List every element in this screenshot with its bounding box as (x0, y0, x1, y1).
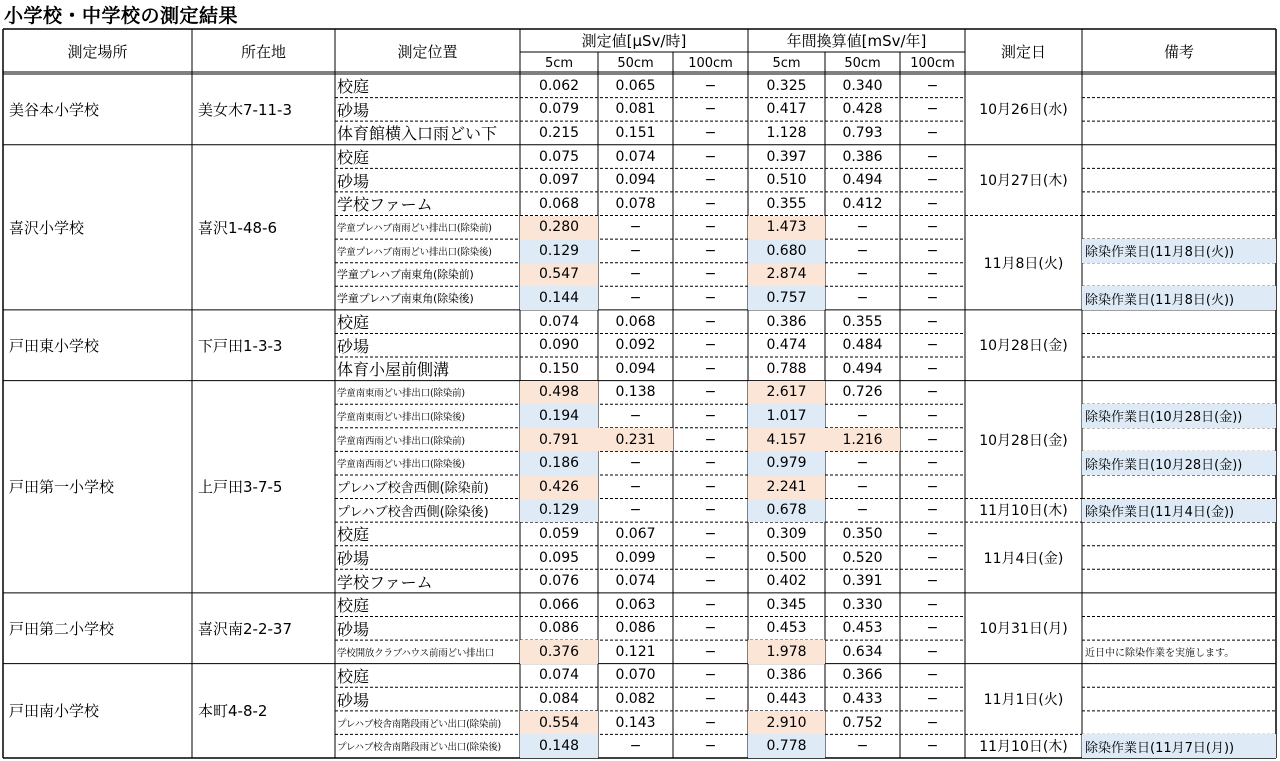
value-m100: − (704, 620, 717, 637)
value-a50: − (856, 502, 869, 519)
value-m5: 0.129 (520, 239, 598, 263)
value-a100: − (926, 573, 939, 590)
value-a5: 0.325 (766, 77, 807, 94)
measure-position: 学童プレハブ南雨どい排出口(除染前) (337, 223, 492, 235)
note-cell (1082, 687, 1276, 711)
note-cell (1082, 381, 1276, 405)
value-m50: 0.143 (615, 714, 656, 731)
header-annual: 年間換算値[mSv/年] (786, 32, 927, 50)
value-a5: 0.778 (748, 734, 825, 758)
note-cell (1082, 263, 1276, 287)
value-m50: − (629, 407, 642, 424)
value-m50: − (629, 502, 642, 519)
value-m100: − (704, 313, 717, 330)
value-m100: − (704, 667, 717, 684)
note-cell: 除染作業日(10月28日(金)) (1082, 451, 1276, 475)
value-m100: − (704, 360, 717, 377)
value-a5: 0.443 (766, 691, 807, 708)
school-name: 美谷本小学校 (9, 100, 100, 119)
value-m100: − (704, 266, 717, 283)
value-a50: 0.350 (842, 525, 883, 542)
header-position: 測定位置 (397, 43, 458, 61)
page-title: 小学校・中学校の測定結果 (4, 5, 239, 27)
value-a50: − (856, 219, 869, 236)
value-a50: 0.428 (842, 101, 883, 118)
value-m5: 0.194 (520, 404, 598, 428)
value-a100: − (926, 643, 939, 660)
value-a100: − (926, 337, 939, 354)
value-m50: 0.074 (615, 148, 656, 165)
value-a50: 0.494 (842, 360, 883, 377)
value-m5: 0.097 (538, 172, 580, 189)
value-a5: 0.788 (766, 360, 807, 377)
value-m100: − (704, 172, 717, 189)
measure-date: 10月26日(水) (979, 102, 1068, 119)
value-m50: 0.063 (615, 596, 656, 613)
value-a50: − (856, 407, 869, 424)
header-measured: 測定値[μSv/時] (581, 32, 687, 50)
school-address: 下戸田1-3-3 (198, 336, 283, 355)
header-date: 測定日 (1000, 43, 1046, 61)
value-a100: − (926, 172, 939, 189)
value-a100: − (926, 714, 939, 731)
value-a5: 1.128 (766, 124, 807, 141)
measure-position: 学童プレハブ南東角(除染後) (337, 292, 474, 306)
value-a50: − (856, 242, 869, 259)
measure-position: 校庭 (337, 77, 370, 97)
note-cell (1082, 333, 1276, 357)
value-m100: − (704, 643, 717, 660)
value-a50: 0.366 (842, 667, 883, 684)
measure-position: 学童南西雨どい排出口(除染後) (337, 459, 465, 471)
value-m5: 0.376 (520, 640, 598, 664)
value-a50: 1.216 (825, 428, 900, 452)
note-cell (1082, 310, 1276, 334)
school-name: 戸田第一小学校 (9, 478, 115, 497)
note-cell (1082, 616, 1276, 640)
value-m5: 0.068 (538, 195, 580, 212)
value-m50: 0.094 (615, 360, 656, 377)
measure-position: 体育小屋前側溝 (337, 360, 450, 380)
measure-position: 学童南西雨どい排出口(除染前) (337, 435, 465, 447)
measure-position: 学校ファーム (337, 195, 433, 215)
measure-position: 学童プレハブ南東角(除染前) (337, 268, 474, 282)
value-a50: 0.386 (842, 148, 883, 165)
value-a50: 0.453 (842, 620, 883, 637)
value-a100: − (926, 455, 939, 472)
measure-position: 砂場 (337, 619, 370, 639)
value-a5: 1.978 (748, 640, 825, 664)
measure-position: 砂場 (337, 336, 370, 356)
value-a100: − (926, 242, 939, 259)
measure-position: 校庭 (337, 148, 370, 168)
note-cell (1082, 593, 1276, 617)
value-m100: − (704, 124, 717, 141)
value-a100: − (926, 667, 939, 684)
value-m5: 0.791 (520, 428, 598, 452)
value-a50: − (856, 455, 869, 472)
note-cell (1082, 145, 1276, 169)
note-cell: 除染作業日(11月7日(月)) (1082, 734, 1276, 758)
value-m50: 0.094 (615, 172, 656, 189)
value-a5: 0.309 (766, 525, 807, 542)
value-m50: 0.081 (615, 101, 656, 118)
value-m100: − (704, 77, 717, 94)
value-a100: − (926, 620, 939, 637)
note-cell (1082, 74, 1276, 98)
value-a5: 2.617 (748, 381, 825, 405)
measure-position: 校庭 (337, 525, 370, 545)
header-h50: 50cm (844, 55, 881, 71)
value-a5: 2.910 (748, 711, 825, 735)
value-a100: − (926, 124, 939, 141)
value-a5: 0.678 (748, 499, 825, 523)
value-a100: − (926, 549, 939, 566)
measure-position: プレハブ校舎南階段雨どい出口(除染前) (337, 718, 502, 730)
measure-position: プレハブ校舎南階段雨どい出口(除染後) (337, 742, 502, 754)
value-a5: 1.473 (748, 216, 825, 240)
value-m50: 0.138 (615, 384, 656, 401)
value-a50: 0.330 (842, 596, 883, 613)
measure-position: プレハブ校舎西側(除染後) (337, 504, 489, 520)
note-cell (1082, 192, 1276, 216)
measure-position: 学童南東雨どい排出口(除染後) (337, 411, 465, 423)
header-notes: 備考 (1163, 43, 1194, 61)
value-a5: 0.453 (766, 620, 807, 637)
value-m100: − (704, 478, 717, 495)
value-m100: − (704, 148, 717, 165)
note-cell (1082, 428, 1276, 452)
value-m5: 0.547 (520, 263, 598, 287)
value-m5: 0.095 (538, 549, 580, 566)
value-m50: − (629, 738, 642, 755)
measure-position: 校庭 (337, 666, 370, 686)
value-a100: − (926, 478, 939, 495)
value-m50: 0.151 (615, 124, 656, 141)
value-a5: 0.500 (766, 549, 807, 566)
note-cell (1082, 121, 1276, 145)
value-m100: − (704, 525, 717, 542)
value-a50: 0.634 (842, 643, 883, 660)
header-address: 所在地 (240, 43, 286, 61)
value-a50: − (856, 478, 869, 495)
note-cell: 除染作業日(10月28日(金)) (1082, 404, 1276, 428)
note-cell (1082, 711, 1276, 735)
value-m50: − (629, 266, 642, 283)
value-m100: − (704, 691, 717, 708)
value-a100: − (926, 77, 939, 94)
value-a50: − (856, 738, 869, 755)
value-a5: 0.474 (766, 337, 807, 354)
value-m50: 0.078 (615, 195, 656, 212)
value-m100: − (704, 101, 717, 118)
value-m50: 0.068 (615, 313, 656, 330)
value-a50: 0.793 (842, 124, 883, 141)
value-m100: − (704, 455, 717, 472)
value-m5: 0.084 (538, 691, 580, 708)
measure-date: 11月8日(火) (983, 255, 1064, 272)
value-a5: 0.386 (766, 313, 807, 330)
measure-date: 11月4日(金) (983, 550, 1064, 567)
school-name: 喜沢小学校 (9, 218, 85, 237)
value-m5: 0.062 (538, 77, 580, 94)
value-a5: 0.402 (766, 573, 807, 590)
value-m50: 0.082 (615, 691, 656, 708)
value-m5: 0.148 (520, 734, 598, 758)
value-a50: 0.340 (842, 77, 883, 94)
value-m100: − (704, 407, 717, 424)
value-m50: − (629, 455, 642, 472)
value-a5: 4.157 (748, 428, 825, 452)
value-a5: 0.345 (766, 596, 807, 613)
value-m5: 0.498 (520, 381, 598, 405)
value-m100: − (704, 290, 717, 307)
value-a50: 0.484 (842, 337, 883, 354)
value-m5: 0.059 (538, 525, 580, 542)
note-cell (1082, 546, 1276, 570)
measure-date: 11月10日(木) (979, 503, 1068, 520)
value-m5: 0.090 (538, 337, 580, 354)
value-a100: − (926, 101, 939, 118)
note-cell (1082, 664, 1276, 688)
header-h100: 100cm (910, 55, 955, 71)
header-h50: 50cm (617, 55, 654, 71)
note-cell: 近日中に除染作業を実施します。 (1085, 648, 1235, 660)
value-m50: − (629, 242, 642, 259)
value-a50: 0.355 (842, 313, 883, 330)
value-a100: − (926, 195, 939, 212)
value-m50: − (629, 290, 642, 307)
value-a100: − (926, 738, 939, 755)
value-a50: − (856, 290, 869, 307)
value-a100: − (926, 596, 939, 613)
value-m100: − (704, 596, 717, 613)
value-m50: 0.092 (615, 337, 656, 354)
measure-date: 10月28日(金) (979, 338, 1068, 355)
value-m50: − (629, 219, 642, 236)
value-m5: 0.215 (538, 124, 580, 141)
value-m50: − (629, 478, 642, 495)
value-m5: 0.079 (538, 101, 580, 118)
value-a100: − (926, 525, 939, 542)
value-m50: 0.074 (615, 573, 656, 590)
value-a5: 0.386 (766, 667, 807, 684)
value-m5: 0.076 (538, 573, 580, 590)
measure-position: 砂場 (337, 549, 370, 568)
note-cell (1082, 216, 1276, 240)
value-a100: − (926, 266, 939, 283)
value-m5: 0.554 (520, 711, 598, 735)
value-m100: − (704, 431, 717, 448)
value-m50: 0.231 (598, 428, 673, 452)
note-cell (1082, 168, 1276, 192)
value-m100: − (704, 219, 717, 236)
school-address: 喜沢南2-2-37 (198, 619, 292, 638)
value-m5: 0.426 (520, 475, 598, 499)
measure-date: 10月31日(月) (979, 621, 1068, 638)
value-m100: − (704, 738, 717, 755)
value-m5: 0.129 (520, 499, 598, 523)
value-a5: 0.979 (748, 451, 825, 475)
school-name: 戸田南小学校 (9, 702, 100, 721)
note-cell (1082, 569, 1276, 593)
value-a50: − (856, 266, 869, 283)
measure-position: プレハブ校舎西側(除染前) (337, 481, 489, 497)
school-address: 美女木7-11-3 (198, 100, 292, 119)
value-a100: − (926, 384, 939, 401)
measure-date: 10月27日(木) (979, 173, 1068, 190)
value-a5: 0.355 (766, 195, 807, 212)
note-cell (1082, 98, 1276, 122)
measure-date: 11月10日(木) (979, 739, 1068, 756)
measure-position: 校庭 (337, 596, 370, 616)
value-m5: 0.086 (538, 620, 580, 637)
value-a5: 0.510 (766, 172, 807, 189)
header-h100: 100cm (688, 55, 733, 71)
measure-date: 10月28日(金) (979, 432, 1068, 449)
value-a5: 0.680 (748, 239, 825, 263)
note-cell: 除染作業日(11月4日(金)) (1082, 499, 1276, 523)
value-a100: − (926, 290, 939, 307)
value-m5: 0.150 (538, 360, 580, 377)
school-address: 本町4-8-2 (198, 702, 268, 721)
value-m100: − (704, 573, 717, 590)
value-a5: 0.417 (766, 101, 807, 118)
value-m100: − (704, 714, 717, 731)
value-m50: 0.099 (615, 549, 656, 566)
value-m5: 0.280 (520, 216, 598, 240)
value-a50: 0.520 (842, 549, 883, 566)
measure-position: 学童南東雨どい排出口(除染前) (337, 388, 465, 400)
value-m50: 0.121 (615, 643, 656, 660)
header-h5: 5cm (772, 55, 801, 71)
value-a5: 1.017 (748, 404, 825, 428)
measure-position: 砂場 (337, 690, 370, 710)
value-a5: 0.397 (766, 148, 807, 165)
school-name: 戸田東小学校 (9, 336, 100, 355)
school-name: 戸田第二小学校 (9, 619, 115, 638)
value-m50: 0.065 (615, 77, 656, 94)
value-a100: − (926, 148, 939, 165)
note-cell: 除染作業日(11月8日(火)) (1082, 239, 1276, 263)
value-a100: − (926, 219, 939, 236)
value-a50: 0.433 (842, 691, 883, 708)
value-m5: 0.186 (520, 451, 598, 475)
value-m100: − (704, 549, 717, 566)
measure-position: 砂場 (337, 171, 370, 191)
value-m100: − (704, 337, 717, 354)
value-m5: 0.074 (538, 667, 580, 684)
note-cell (1082, 357, 1276, 381)
value-m5: 0.144 (520, 286, 598, 310)
measure-position: 学校ファーム (337, 572, 433, 592)
value-a100: − (926, 360, 939, 377)
value-m100: − (704, 242, 717, 259)
value-a50: 0.726 (842, 384, 883, 401)
measure-position: 学童プレハブ南雨どい排出口(除染後) (337, 246, 492, 258)
value-m50: 0.070 (615, 667, 656, 684)
value-a50: 0.391 (842, 573, 883, 590)
measure-date: 11月1日(火) (983, 692, 1064, 709)
value-m50: 0.086 (615, 620, 656, 637)
note-cell: 除染作業日(11月8日(火)) (1082, 286, 1276, 310)
value-a5: 2.241 (748, 475, 825, 499)
measure-position: 校庭 (337, 313, 370, 333)
measure-position: 体育館横入口雨どい下 (337, 124, 498, 144)
measure-position: 砂場 (337, 100, 370, 120)
value-m5: 0.074 (538, 313, 580, 330)
value-a100: − (926, 431, 939, 448)
value-m100: − (704, 195, 717, 212)
school-address: 喜沢1-48-6 (198, 218, 277, 237)
value-a100: − (926, 502, 939, 519)
value-a100: − (926, 407, 939, 424)
value-a5: 2.874 (748, 263, 825, 287)
note-cell (1082, 475, 1276, 499)
value-a100: − (926, 691, 939, 708)
value-a5: 0.757 (748, 286, 825, 310)
header-place: 測定場所 (67, 43, 128, 61)
value-a50: 0.494 (842, 172, 883, 189)
note-cell (1082, 522, 1276, 546)
value-a50: 0.412 (842, 195, 883, 212)
value-m100: − (704, 384, 717, 401)
value-m5: 0.075 (538, 148, 580, 165)
measure-position: 学校開放クラブハウス前雨どい排出口 (337, 647, 495, 659)
value-a100: − (926, 313, 939, 330)
value-a50: 0.752 (842, 714, 883, 731)
school-address: 上戸田3-7-5 (198, 478, 283, 497)
header-h5: 5cm (544, 55, 574, 71)
value-m100: − (704, 502, 717, 519)
value-m5: 0.066 (538, 596, 580, 613)
value-m50: 0.067 (615, 525, 656, 542)
